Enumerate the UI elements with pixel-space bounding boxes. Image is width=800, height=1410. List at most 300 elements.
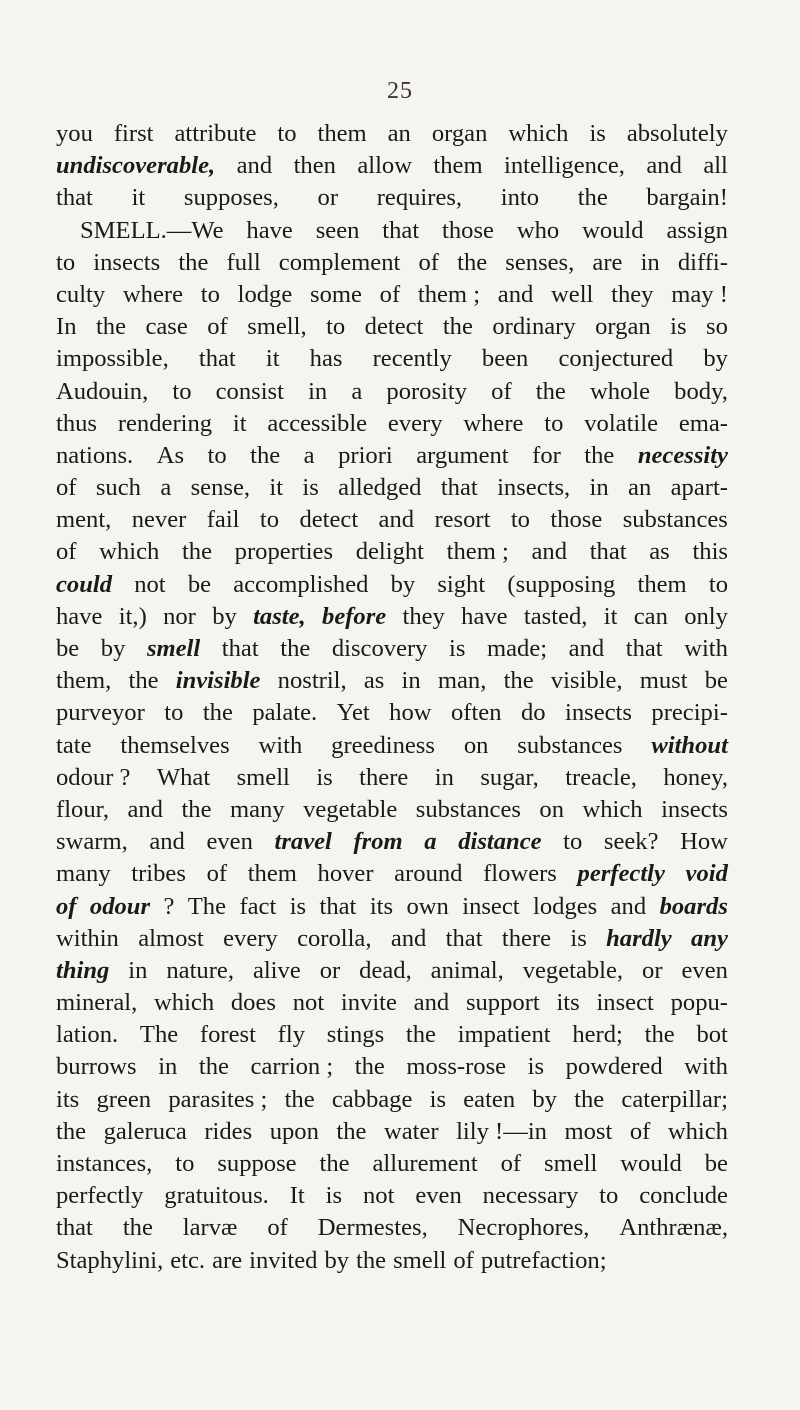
word: have xyxy=(461,602,508,630)
word: it xyxy=(603,602,618,630)
word: odour xyxy=(89,892,151,920)
word: discovery xyxy=(331,635,428,662)
word: in xyxy=(401,667,421,695)
text-line xyxy=(56,697,728,729)
word: to xyxy=(207,441,227,469)
word: resort xyxy=(434,506,491,534)
word: does xyxy=(230,989,276,1017)
word: lodges xyxy=(533,892,598,920)
word: and xyxy=(413,989,450,1017)
word: first xyxy=(113,120,154,147)
word: popu- xyxy=(670,989,728,1017)
word: assign xyxy=(666,216,728,244)
word: the xyxy=(122,1214,153,1242)
word: where xyxy=(122,280,184,308)
word: Staphylini, xyxy=(56,1246,164,1274)
word: support xyxy=(465,989,540,1017)
word: the xyxy=(574,1085,605,1113)
word: carrion ; xyxy=(250,1053,334,1081)
word: those xyxy=(442,216,494,244)
word: In xyxy=(56,313,77,341)
word: a xyxy=(160,474,172,502)
word: vegetable, xyxy=(522,956,624,984)
word: ment, xyxy=(56,506,112,534)
word: sugar, xyxy=(480,763,539,791)
word: and xyxy=(497,280,534,308)
word: often xyxy=(450,699,502,727)
word: those xyxy=(550,506,603,534)
word: eaten xyxy=(463,1085,516,1113)
word: are xyxy=(592,248,623,276)
word: nor xyxy=(163,602,196,630)
word: be xyxy=(704,667,728,695)
word: accessible xyxy=(267,409,368,437)
word: is xyxy=(670,313,687,341)
word: gratuitous. xyxy=(164,1182,269,1210)
word: insects xyxy=(93,248,161,276)
word: even xyxy=(206,828,253,856)
word: not xyxy=(362,1182,395,1210)
text-line xyxy=(56,826,728,858)
word: by xyxy=(703,345,728,373)
text-line xyxy=(56,730,728,762)
word: dead, xyxy=(359,956,412,984)
word: or xyxy=(317,184,339,212)
word: absolutely xyxy=(626,120,728,147)
word: them, xyxy=(56,667,112,695)
word: has xyxy=(309,345,343,373)
text-line xyxy=(56,569,728,601)
word: some xyxy=(310,280,362,308)
text-line xyxy=(56,1116,728,1148)
word: there xyxy=(501,924,552,952)
text-line xyxy=(56,1212,728,1244)
word: a xyxy=(351,377,363,405)
word: nature, xyxy=(166,956,234,984)
word: caterpillar; xyxy=(621,1085,728,1113)
word: its xyxy=(556,989,580,1017)
word: for xyxy=(532,441,561,469)
word: insects xyxy=(661,795,728,823)
word: substances xyxy=(415,795,521,823)
word: do xyxy=(520,699,546,727)
word: in xyxy=(589,474,609,502)
word: priori xyxy=(338,441,393,469)
text-line xyxy=(56,923,728,955)
word: its xyxy=(369,892,394,920)
word: and xyxy=(531,538,568,566)
word: complement xyxy=(278,248,401,276)
word: must xyxy=(639,667,688,695)
word: and xyxy=(236,152,273,180)
word: rides xyxy=(204,1117,253,1145)
text-line xyxy=(56,182,728,214)
word: is xyxy=(429,1085,447,1113)
word: and xyxy=(610,892,647,920)
word: The xyxy=(187,892,227,920)
word: parasites ; xyxy=(168,1085,268,1113)
page-number: 25 xyxy=(387,78,413,104)
text-line xyxy=(56,150,728,182)
word: burrows xyxy=(56,1053,137,1081)
text-line xyxy=(56,987,728,1019)
word: nostril, xyxy=(277,667,347,695)
word: you xyxy=(56,120,93,147)
word: treacle, xyxy=(565,763,637,791)
word: with xyxy=(684,635,728,662)
word: the xyxy=(250,441,281,469)
word: that xyxy=(445,924,483,952)
text-line xyxy=(56,343,728,375)
word: Anthrænæ, xyxy=(619,1214,728,1242)
word: all xyxy=(703,152,728,180)
word: in xyxy=(640,248,660,276)
word: lodge xyxy=(237,280,293,308)
word: the xyxy=(202,699,233,727)
word: properties xyxy=(234,538,334,566)
word: seek? xyxy=(603,828,659,856)
word: so xyxy=(706,313,728,341)
word: of xyxy=(629,1117,651,1145)
word: be xyxy=(56,635,80,662)
word: any xyxy=(691,924,728,952)
word: never xyxy=(131,506,187,534)
word: them xyxy=(247,860,297,888)
text-line xyxy=(56,1084,728,1116)
word: to xyxy=(175,1150,195,1177)
word: instances, xyxy=(56,1150,153,1177)
word: by xyxy=(532,1085,557,1113)
word: they xyxy=(402,602,445,630)
word: them xyxy=(637,570,687,598)
word: supposes, xyxy=(183,184,279,212)
word: own xyxy=(406,892,449,920)
word: green xyxy=(96,1085,152,1113)
word: that xyxy=(56,184,93,212)
word: boards xyxy=(659,892,728,920)
word: them xyxy=(433,152,483,180)
word: made; xyxy=(487,635,548,662)
word: to xyxy=(56,248,76,276)
word: the xyxy=(319,1150,350,1177)
word: who xyxy=(516,216,560,244)
word: requires, xyxy=(376,184,463,212)
word: organ xyxy=(431,120,488,147)
word: putrefaction; xyxy=(480,1246,607,1274)
word: within xyxy=(56,924,119,952)
word: powdered xyxy=(565,1053,663,1081)
word: of xyxy=(491,377,512,405)
word: that xyxy=(440,474,478,502)
word: the xyxy=(178,248,209,276)
word: have xyxy=(246,216,293,244)
word: the xyxy=(442,313,473,341)
word: it,) xyxy=(118,602,147,630)
word: tribes xyxy=(131,860,186,888)
word: The xyxy=(139,1021,179,1049)
word: What xyxy=(156,763,211,791)
word: are xyxy=(212,1246,243,1274)
word: not xyxy=(292,989,325,1017)
word: flour, xyxy=(56,795,109,823)
word: substances xyxy=(622,506,728,534)
word: case xyxy=(145,313,188,341)
word: to xyxy=(326,313,346,341)
word: them ; xyxy=(446,538,509,566)
word: accomplished xyxy=(233,570,369,598)
word: as xyxy=(649,538,670,566)
text-line xyxy=(56,215,728,247)
word: greediness xyxy=(331,731,435,759)
word: precipi- xyxy=(651,699,728,727)
word: themselves xyxy=(120,731,230,759)
word: which xyxy=(508,120,569,147)
word: attribute xyxy=(174,120,257,147)
word: such xyxy=(95,474,141,502)
text-line xyxy=(56,408,728,440)
word: Yet xyxy=(336,699,370,727)
word: be xyxy=(187,570,212,598)
word: the xyxy=(354,1053,385,1081)
word: is xyxy=(527,1053,545,1081)
word: senses, xyxy=(505,248,575,276)
word: that xyxy=(382,216,420,244)
word: apart- xyxy=(670,474,728,502)
word: alive xyxy=(252,956,301,984)
text-line xyxy=(56,279,728,311)
word: alledged xyxy=(338,474,422,502)
word: the xyxy=(280,635,311,662)
word: moss-rose xyxy=(406,1053,507,1081)
word: with xyxy=(684,1053,728,1081)
text-line xyxy=(56,1019,728,1051)
word: around xyxy=(394,860,463,888)
word: purveyor xyxy=(56,699,145,727)
word: which xyxy=(154,989,215,1017)
word: most xyxy=(564,1117,613,1145)
word: hover xyxy=(317,860,374,888)
word: and xyxy=(568,635,605,662)
word: with xyxy=(258,731,303,759)
word: that xyxy=(56,1214,93,1242)
word: and xyxy=(149,828,185,856)
word: it xyxy=(131,184,146,212)
word: which xyxy=(667,1117,728,1145)
word: which xyxy=(99,538,160,566)
word: nations. xyxy=(56,441,134,469)
word: even xyxy=(415,1182,462,1210)
word: odour ? xyxy=(56,763,131,791)
word: insect xyxy=(462,892,520,920)
word: tate xyxy=(56,731,92,759)
word: Audouin, xyxy=(56,377,149,405)
word: the xyxy=(356,1246,387,1274)
word: the xyxy=(56,1117,87,1145)
word: man, xyxy=(437,667,487,695)
word: Dermestes, xyxy=(317,1214,428,1242)
word: Necrophores, xyxy=(457,1214,590,1242)
word: well xyxy=(551,280,594,308)
word: which xyxy=(582,795,643,823)
word: tasted, xyxy=(523,602,588,630)
word: or xyxy=(642,956,663,984)
word: conclude xyxy=(639,1182,728,1210)
word: water xyxy=(383,1117,439,1145)
word: volatile xyxy=(584,409,659,437)
word: to xyxy=(259,506,280,534)
word: of xyxy=(418,248,439,276)
word: As xyxy=(156,441,185,469)
word: and xyxy=(390,924,427,952)
word: a xyxy=(424,828,437,856)
word: is xyxy=(589,120,606,147)
text-line xyxy=(56,891,728,923)
word: without xyxy=(651,731,728,759)
word: of xyxy=(207,313,228,341)
word: substances xyxy=(517,731,623,759)
word: sense, xyxy=(190,474,251,502)
word: is xyxy=(289,892,307,920)
word: (supposing xyxy=(507,570,616,598)
word: upon xyxy=(269,1117,319,1145)
word: can xyxy=(633,602,668,630)
word: It xyxy=(289,1182,305,1210)
word: is xyxy=(449,635,466,662)
word: by xyxy=(100,635,126,662)
text-line xyxy=(56,633,728,665)
word: smell xyxy=(236,763,290,791)
word: culty xyxy=(56,280,106,308)
word: perfectly xyxy=(56,1182,144,1210)
word: lation. xyxy=(56,1021,119,1049)
word: body, xyxy=(674,377,728,405)
word: the xyxy=(181,795,212,823)
word: almost xyxy=(138,924,204,952)
word: detect xyxy=(299,506,359,534)
word: galeruca xyxy=(103,1117,187,1145)
word: this xyxy=(692,538,728,566)
word: the xyxy=(457,248,488,276)
word: by xyxy=(390,570,416,598)
word: of xyxy=(267,1214,288,1242)
word: bargain! xyxy=(646,184,728,212)
word: fact xyxy=(239,892,277,920)
text-line xyxy=(56,440,728,472)
word: the xyxy=(181,538,212,566)
text-line xyxy=(56,247,728,279)
word: only xyxy=(684,602,728,630)
word: or xyxy=(319,956,341,984)
word: may ! xyxy=(671,280,728,308)
word: to xyxy=(708,570,728,598)
word: allurement xyxy=(372,1150,478,1177)
text-line xyxy=(56,762,728,794)
word: forest xyxy=(199,1021,256,1049)
word: stings xyxy=(326,1021,385,1049)
text-line xyxy=(56,955,728,987)
word: in xyxy=(434,763,454,791)
word: is xyxy=(302,474,319,502)
word: invite xyxy=(340,989,397,1017)
word: of xyxy=(56,474,77,502)
word: taste, xyxy=(253,602,306,630)
text-line xyxy=(56,536,728,568)
word: in xyxy=(158,1053,178,1081)
word: the xyxy=(336,1117,367,1145)
word: be xyxy=(704,1150,728,1177)
word: is xyxy=(325,1182,343,1210)
word: visible, xyxy=(550,667,623,695)
word: an xyxy=(387,120,411,147)
text-line xyxy=(56,311,728,343)
word: cabbage xyxy=(331,1085,413,1113)
word: the xyxy=(95,313,126,341)
word: smell xyxy=(544,1150,598,1177)
word: them xyxy=(317,120,367,147)
word: impatient xyxy=(457,1021,551,1049)
word: sight xyxy=(437,570,486,598)
word: is xyxy=(570,924,587,952)
word: have xyxy=(56,602,103,630)
word: in xyxy=(308,377,328,405)
word: that xyxy=(319,892,357,920)
word: to xyxy=(563,828,583,856)
word: fly xyxy=(277,1021,305,1049)
word: of xyxy=(206,860,228,888)
word: on xyxy=(463,731,489,759)
word: allow xyxy=(357,152,412,180)
word: organ xyxy=(595,313,651,341)
word: the xyxy=(128,667,159,695)
word: consist xyxy=(215,377,284,405)
word: of xyxy=(453,1246,474,1274)
word: lily !—in xyxy=(456,1117,547,1145)
word: flowers xyxy=(483,860,557,888)
word: the xyxy=(284,1085,315,1113)
body-text xyxy=(56,118,728,1277)
word: swarm, xyxy=(56,828,128,856)
word: even xyxy=(681,956,728,984)
word: into xyxy=(500,184,540,212)
word: the xyxy=(535,377,566,405)
word: whole xyxy=(589,377,651,405)
text-line xyxy=(56,504,728,536)
word: vegetable xyxy=(303,795,398,823)
word: not xyxy=(134,570,166,598)
word: travel xyxy=(274,828,332,856)
word: ordinary xyxy=(492,313,576,341)
word: distance xyxy=(458,828,542,856)
word: by xyxy=(324,1246,350,1274)
word: its xyxy=(56,1085,80,1113)
text-line xyxy=(56,601,728,633)
text-line xyxy=(56,376,728,408)
word: the xyxy=(584,441,615,469)
word: every xyxy=(387,409,443,437)
word: that xyxy=(198,345,236,373)
word: to xyxy=(277,120,297,147)
word: ? xyxy=(163,892,175,920)
word: the xyxy=(644,1021,675,1049)
word: that xyxy=(589,538,627,566)
word: them ; xyxy=(417,280,481,308)
word: an xyxy=(628,474,652,502)
word: to xyxy=(510,506,530,534)
text-line xyxy=(56,472,728,504)
word: void xyxy=(685,860,728,888)
word: as xyxy=(363,667,385,695)
word: the xyxy=(503,667,534,695)
